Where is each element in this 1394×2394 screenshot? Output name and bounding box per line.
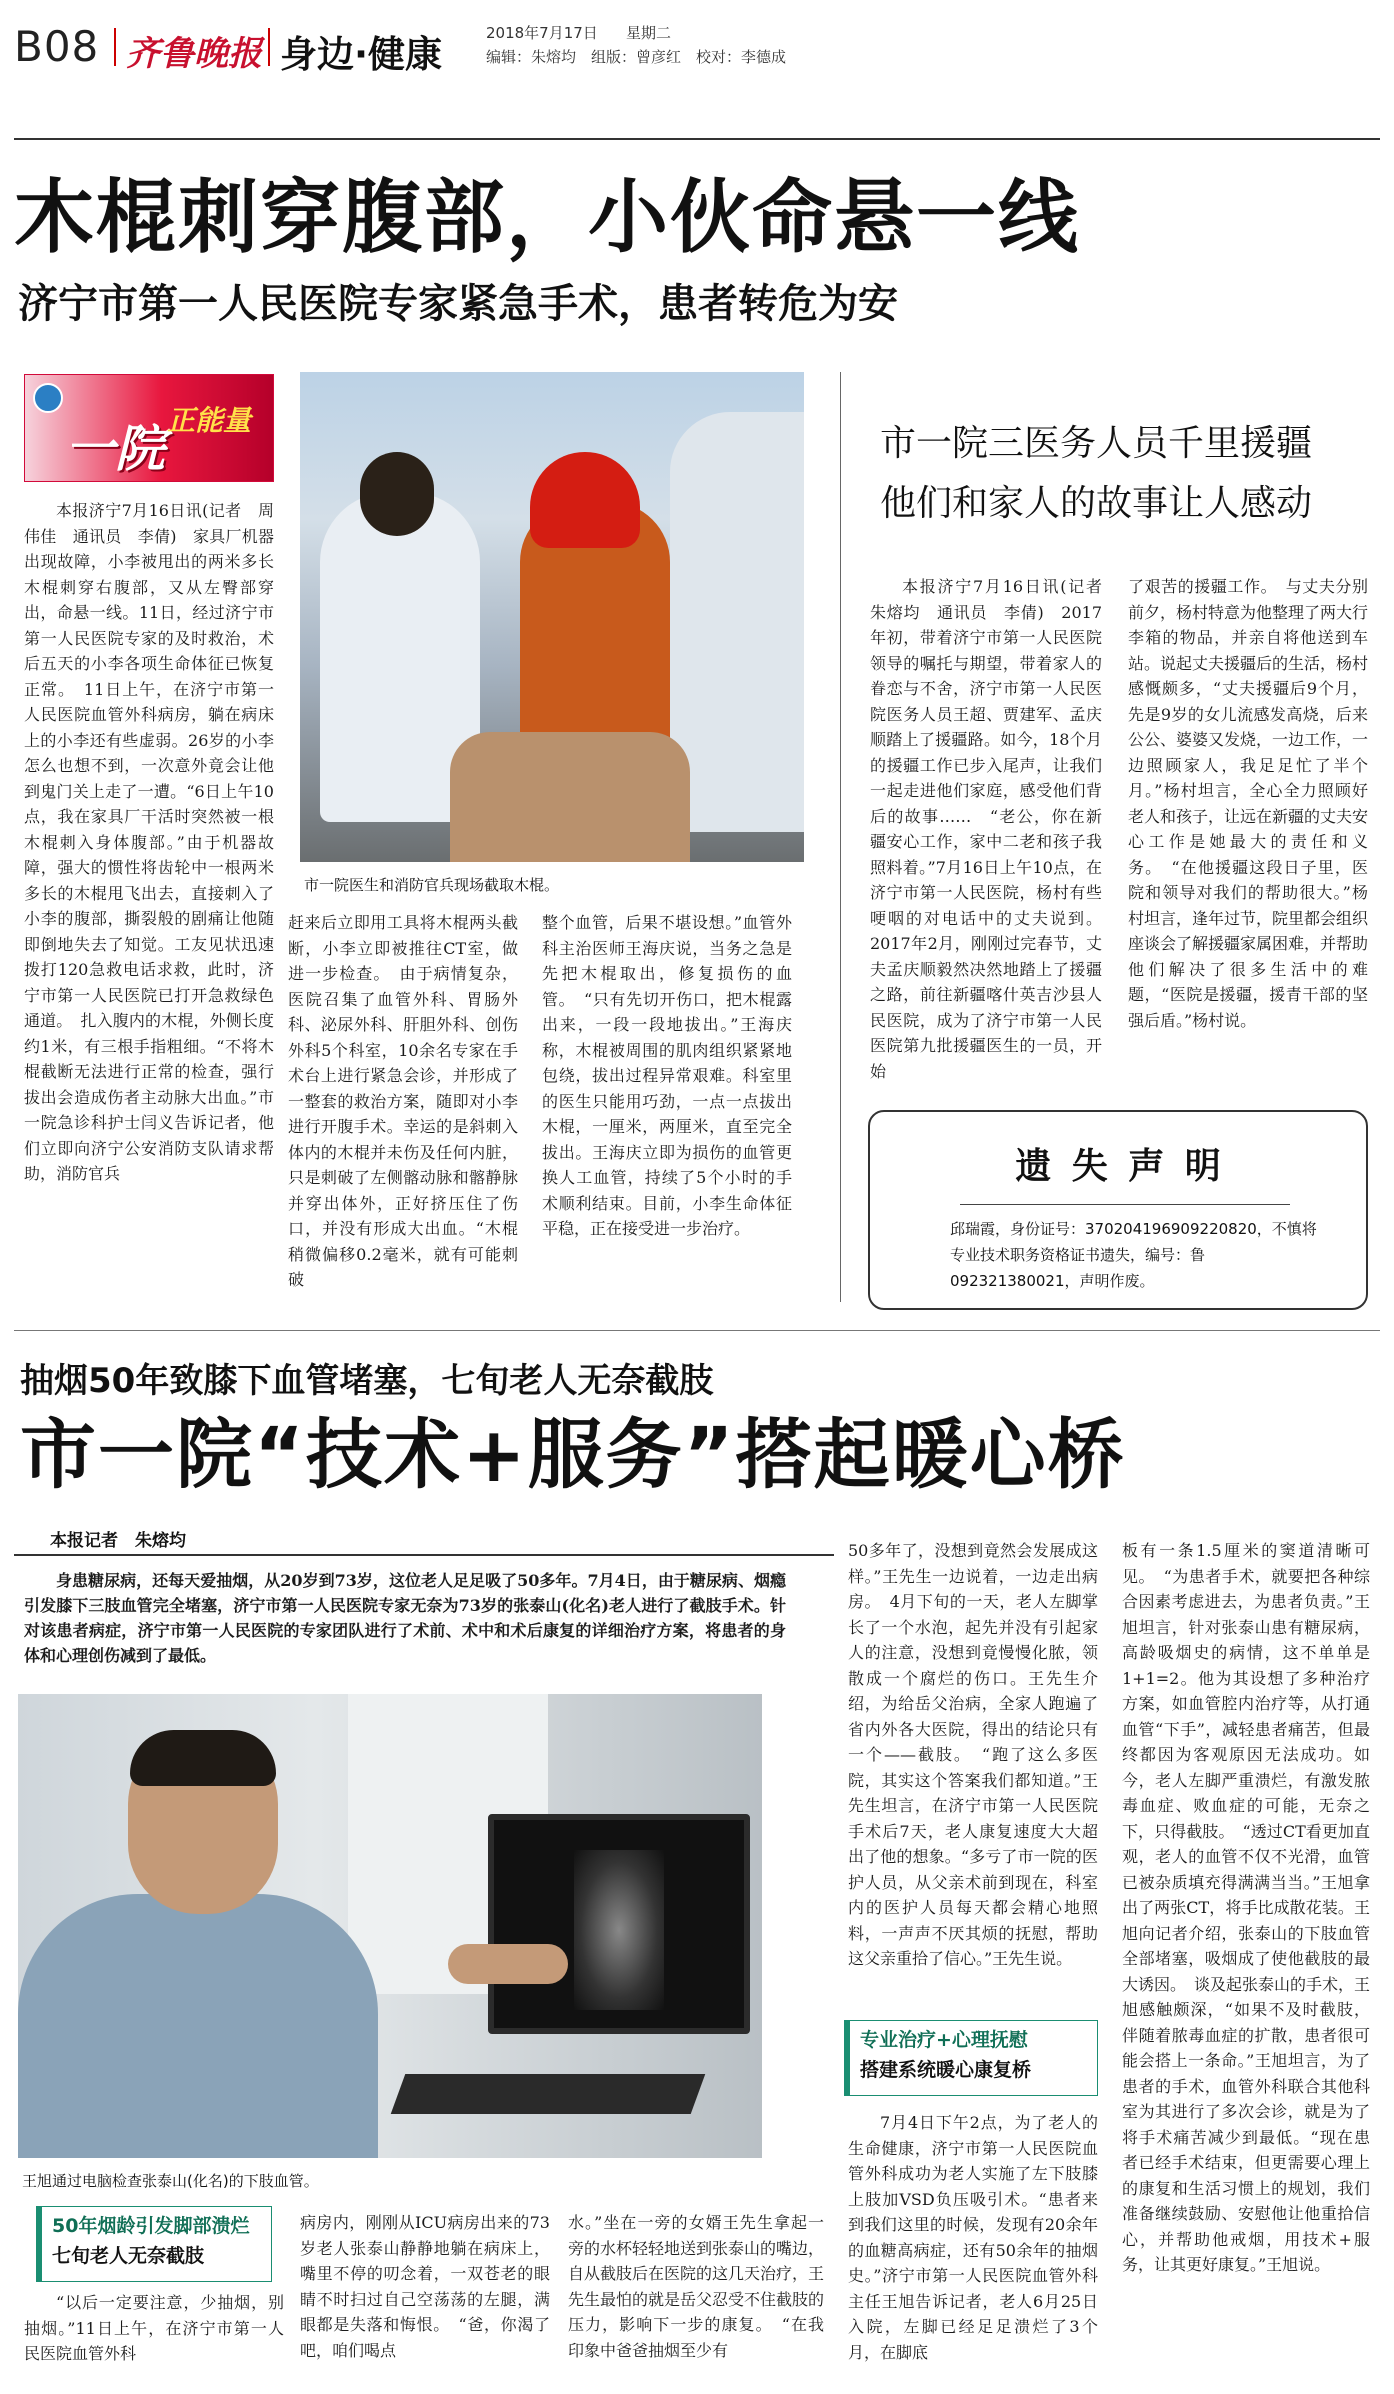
story3-column-c	[568, 2210, 824, 2390]
medic-figure	[670, 412, 804, 832]
story2-column-1	[870, 574, 1119, 1102]
story3-lead-text: 身患糖尿病，还每天爱抽烟，从20岁到73岁，这位老人足足吸了50多年。7月4日，由于糖尿病、烟瘾引发膝下三肢血管完全堵塞，济宁市第一人民医院专家无奈为73岁的张泰山(化名)老人进行了截肢手术。针对该患者病症，济宁市第一人民医院的专家团队进行了术前、术中和术后康复的详细治疗方案，将患者的身体和心理创伤减到了最低。	[24, 1571, 786, 1665]
story2-title-line2: 他们和家人的故事让人感动	[880, 483, 1313, 524]
box1-line2: 七旬老人无奈截肢	[52, 2245, 205, 2267]
story3-column-d2	[848, 2110, 1098, 2390]
story3-text-d1: 50多年了，没想到竟然会发展成这样。”王先生一边说着，一边走出病房。 4月下旬的一天，老人左脚掌长了一个水泡，起先并没有引起家人的注意，没想到竟慢慢化脓，领散成一个腐烂的伤口。王先生介绍，为给岳父治病，全家人跑遍了省内外各大医院，得出的结论只有一个——截肢。 “跑了这么多医院，其实这个答案我们都知道。”王先生坦言，在济宁市第一人民医院手术后7天，老人康复速度大大超出了他的想象。“多亏了市一院的医护人员，从父亲术前到现在，科室内的医护人员每天都会精心地照料，一声声不厌其烦的抚慰，帮助这父亲重拾了信心。”王先生说。	[848, 1541, 1098, 1968]
issue-date: 2018年7月17日	[486, 24, 598, 42]
story3-column-d	[848, 1538, 1098, 2020]
byline-rule	[14, 1554, 834, 1556]
story3-byline: 本报记者 朱熔均	[50, 1531, 186, 1551]
story1-text: 本报济宁7月16日讯(记者 周伟佳 通讯员 李倩) 家具厂机器出现故障，小李被甩出的两米多长木棍刺穿右腹部，又从左臀部穿出，命悬一线。11日，经过济宁市第一人民医院专家的及时救治，术后五天的小李各项生命体征已恢复正常。 11日上午，在济宁市第一人民医院血管外科病房，躺在病床上的小李还有些虚弱。26岁的小李怎么也想不到，一次意外竟会让他到鬼门关上走了一遭。“6日上午10点，我在家具厂干活时突然被一根木棍刺入身体腹部。”由于机器故障，强大的惯性将齿轮中一根两米多长的木棍甩飞出去，直接刺入了小李的腹部，撕裂般的剧痛让他随即倒地失去了知觉。工友见状迅速拨打120急救电话求救，此时，济宁市第一人民医院已打开急救绿色通道。 扎入腹内的木棍，外侧长度约1米，有三根手指粗细。“不将木棍截断无法进行正常的检查，强行拔出会造成伤者主动脉大出血。”市一院急诊科护士闫义告诉记者，他们立即向济宁公安消防支队请求帮助，消防官兵	[24, 501, 274, 1183]
story1-headline: 木棍刺穿腹部，小伙命悬一线	[14, 171, 1080, 264]
story3-headline: 市一院“技术+服务”搭起暖心桥	[20, 1410, 1126, 1499]
section-rule	[14, 1330, 1380, 1331]
story1-text-continued: 赶来后立即用工具将木棍两头截断，小李立即被推往CT室，做进一步检查。 由于病情复杂，医院召集了血管外科、胃肠外科、泌尿外科、肝胆外科、创伤外科5个科室，10余名专家在手术台上进行紧急会诊，并形成了一整套的救治方案，随即对小李进行开腹手术。幸运的是斜刺入体内的木棍并未伤及任何内脏，只是刺破了左侧髂动脉和髂静脉并穿出体外，正好挤压住了伤口，并没有形成大出血。“木棍稍微偏移0.2毫米，就有可能刺破	[288, 913, 518, 1289]
story2-title-line1: 市一院三医务人员千里援疆	[880, 423, 1313, 464]
doctor-hair	[130, 1730, 276, 1786]
header-rule	[14, 138, 1380, 140]
positive-energy-badge	[24, 374, 274, 482]
story3-photo-caption: 王旭通过电脑检查张泰山(化名)的下肢血管。	[22, 2172, 319, 2190]
story3-lead	[24, 1568, 786, 1698]
story3-text-b: 病房内，刚刚从ICU病房出来的73岁老人张泰山静静地躺在病床上，嘴里不停的叨念着，一双苍老的眼睛不时扫过自己空荡荡的左腿，满眼都是失落和悔恨。 “爸，你渴了吧，咱们喝点	[300, 2213, 550, 2360]
story2-column-2	[1128, 574, 1368, 1102]
story1-text-end: 整个血管，后果不堪设想。”血管外科主治医师王海庆说，当务之急是先把木棍取出，修复损伤的血管。 “只有先切开伤口，把木棍露出来，一段一段地拔出。”王海庆称，木棍被周围的肌肉组织紧紧地包绕，拔出过程异常艰难。科室里的医生只能用巧劲，一点一点拔出木棍，一厘米，两厘米，直至完全拔出。王海庆立即为损伤的血管更换人工血管，持续了5个小时的手术顺利结束。目前，小李生命体征平稳，正在接受进一步治疗。	[542, 913, 792, 1238]
notice-title: 遗 失 声 明	[1015, 1145, 1225, 1187]
pointing-hand	[448, 1944, 568, 1984]
page-number: B08	[14, 22, 100, 71]
column-rule-vertical	[840, 372, 841, 1302]
story1-column-1	[24, 498, 274, 1298]
story2-text: 本报济宁7月16日讯(记者 朱熔均 通讯员 李倩) 2017年初，带着济宁市第一人民医院领导的嘱托与期望，带着家人的眷恋与不舍，济宁市第一人民医院医务人员王超、贾建军、孟庆顺踏上了援疆路。如今，18个月的援疆工作已步入尾声，让我们一起走进他们家庭，感受他们背后的故事…… “老公，你在新疆安心工作，家中二老和孩子我照料着。”7月16日上午10点，在济宁市第一人民医院，杨村有些哽咽的对电话中的丈夫说到。2017年2月，刚刚过完春节，丈夫孟庆顺毅然决然地踏上了援疆之路，前往新疆喀什英吉沙县人民医院，成为了济宁市第一人民医院第九批援疆医生的一员，开始	[870, 577, 1119, 1081]
badge-text-energy: 正能量	[167, 404, 252, 437]
editor-credits: 编辑：朱熔均 组版：曾彦红 校对：李德成	[486, 48, 787, 66]
patient-figure	[450, 732, 690, 862]
doctor-head	[360, 452, 434, 536]
box1-line1: 50年烟龄引发脚部溃烂	[52, 2215, 250, 2237]
header-divider	[268, 28, 270, 66]
box2-line2: 搭建系统暖心康复桥	[860, 2059, 1032, 2081]
story3-column-b	[300, 2210, 550, 2390]
story1-column-3	[542, 910, 792, 1298]
header-divider	[114, 28, 116, 66]
rescue-photo	[300, 372, 804, 862]
story3-text-c: 水。”坐在一旁的女婿王先生拿起一旁的水杯轻轻地送到张泰山的嘴边，自从截肢后在医院的这几天治疗，王先生最怕的就是岳父忍受不住截肢的压力，影响下一步的康复。 “在我印象中爸爸抽烟至少有	[568, 2213, 825, 2360]
box2-line1: 专业治疗+心理抚慰	[860, 2029, 1028, 2051]
issue-weekday: 星期二	[626, 24, 672, 42]
badge-text-hospital: 一院	[65, 420, 165, 478]
story3-text-a: “以后一定要注意，少抽烟，别抽烟。”11日上午，在济宁市第一人民医院血管外科	[24, 2293, 284, 2363]
hospital-logo-icon	[33, 383, 63, 413]
lost-notice-box	[868, 1110, 1368, 1310]
section-box-amputation	[36, 2206, 272, 2282]
story3-text-e: 板有一条1.5厘米的窦道清晰可见。 “为患者手术，就要把各种综合因素考虑进去，为患者负责。”王旭坦言，针对张泰山患有糖尿病，高龄吸烟史的病情，这不单单是1+1=2。他为其设想了多种治疗方案，如血管腔内治疗等，从打通血管“下手”，减轻患者痛苦，但最终都因为客观原因无法成功。如今，老人左脚严重溃烂，有激发脓毒血症、败血症的可能，无奈之下，只得截肢。 “透过CT看更加直观，老人的血管不仅不光滑，血管已被杂质填充得满满当当。”王旭拿出了两张CT，将手比成散花装。王旭向记者介绍，张泰山的下肢血管全部堵塞，吸烟成了使他截肢的最大诱因。 谈及起张泰山的手术，王旭感触颇深，“如果不及时截肢，伴随着脓毒血症的扩散，患者很可能会搭上一条命。”王旭坦言，为了患者的手术，血管外科联合其他科室为其进行了多次会诊，就是为了将手术痛苦减少到最低。“现在患者已经手术结束，但更需要心理上的康复和生活习惯上的规划，我们准备继续鼓励、安慰他让他重拾信心，并帮助他戒烟，用技术+服务，让其更好康复。”王旭说。	[1122, 1541, 1371, 2274]
computer-check-photo	[18, 1694, 762, 2158]
section-box-recovery	[844, 2020, 1098, 2096]
ct-scan-image	[574, 1850, 664, 2010]
story3-column-a	[24, 2290, 284, 2390]
monitor	[488, 1814, 750, 2034]
notice-rule	[960, 1204, 1290, 1205]
paper-logo: 齐鲁晚报	[126, 34, 262, 74]
keyboard	[391, 2074, 706, 2114]
story1-photo-caption: 市一院医生和消防官兵现场截取木棍。	[304, 876, 560, 894]
doctor-body	[18, 1894, 378, 2158]
story1-column-2	[288, 910, 518, 1298]
story3-kicker: 抽烟50年致膝下血管堵塞，七旬老人无奈截肢	[20, 1361, 714, 1401]
story3-text-d2: 7月4日下午2点，为了老人的生命健康，济宁市第一人民医院血管外科成功为老人实施了左下肢膝上肢加VSD负压吸引术。“患者来到我们这里的时候，发现有20余年的血糖高病症，还有50余年的抽烟史。”济宁市第一人民医院血管外科主任王旭告诉记者，老人6月25日入院，左脚已经足足溃烂了3个月，在脚底	[848, 2113, 1098, 2362]
story1-subhead: 济宁市第一人民医院专家紧急手术，患者转危为安	[18, 281, 898, 327]
story3-column-e	[1122, 1538, 1370, 2390]
notice-body: 邱瑞霞，身份证号：370204196909220820，不慎将专业技术职务资格证书遗失，编号：鲁092321380021，声明作废。	[950, 1220, 1317, 1290]
section-title: 身边·健康	[280, 33, 443, 76]
firefighter-helmet	[530, 452, 640, 548]
story2-text-continued: 了艰苦的援疆工作。 与丈夫分别前夕，杨村特意为他整理了两大行李箱的物品，并亲自将他送到车站。说起丈夫援疆后的生活，杨村感慨颇多，“丈夫援疆后9个月，先是9岁的女儿流感发高烧，后来公公、婆婆又发烧，一边工作，一边照顾家人，我足足忙了半个月。”杨村坦言，全心全力照顾好老人和孩子，让远在新疆的丈夫安心工作是她最大的责任和义务。 “在他援疆这段日子里，医院和领导对我们的帮助很大。”杨村坦言，逢年过节，院里都会组织座谈会了解援疆家属困难，并帮助他们解决了很多生活中的难题，“医院是援疆，援青干部的坚强后盾。”杨村说。	[1128, 577, 1369, 1030]
page-header	[0, 0, 1394, 80]
